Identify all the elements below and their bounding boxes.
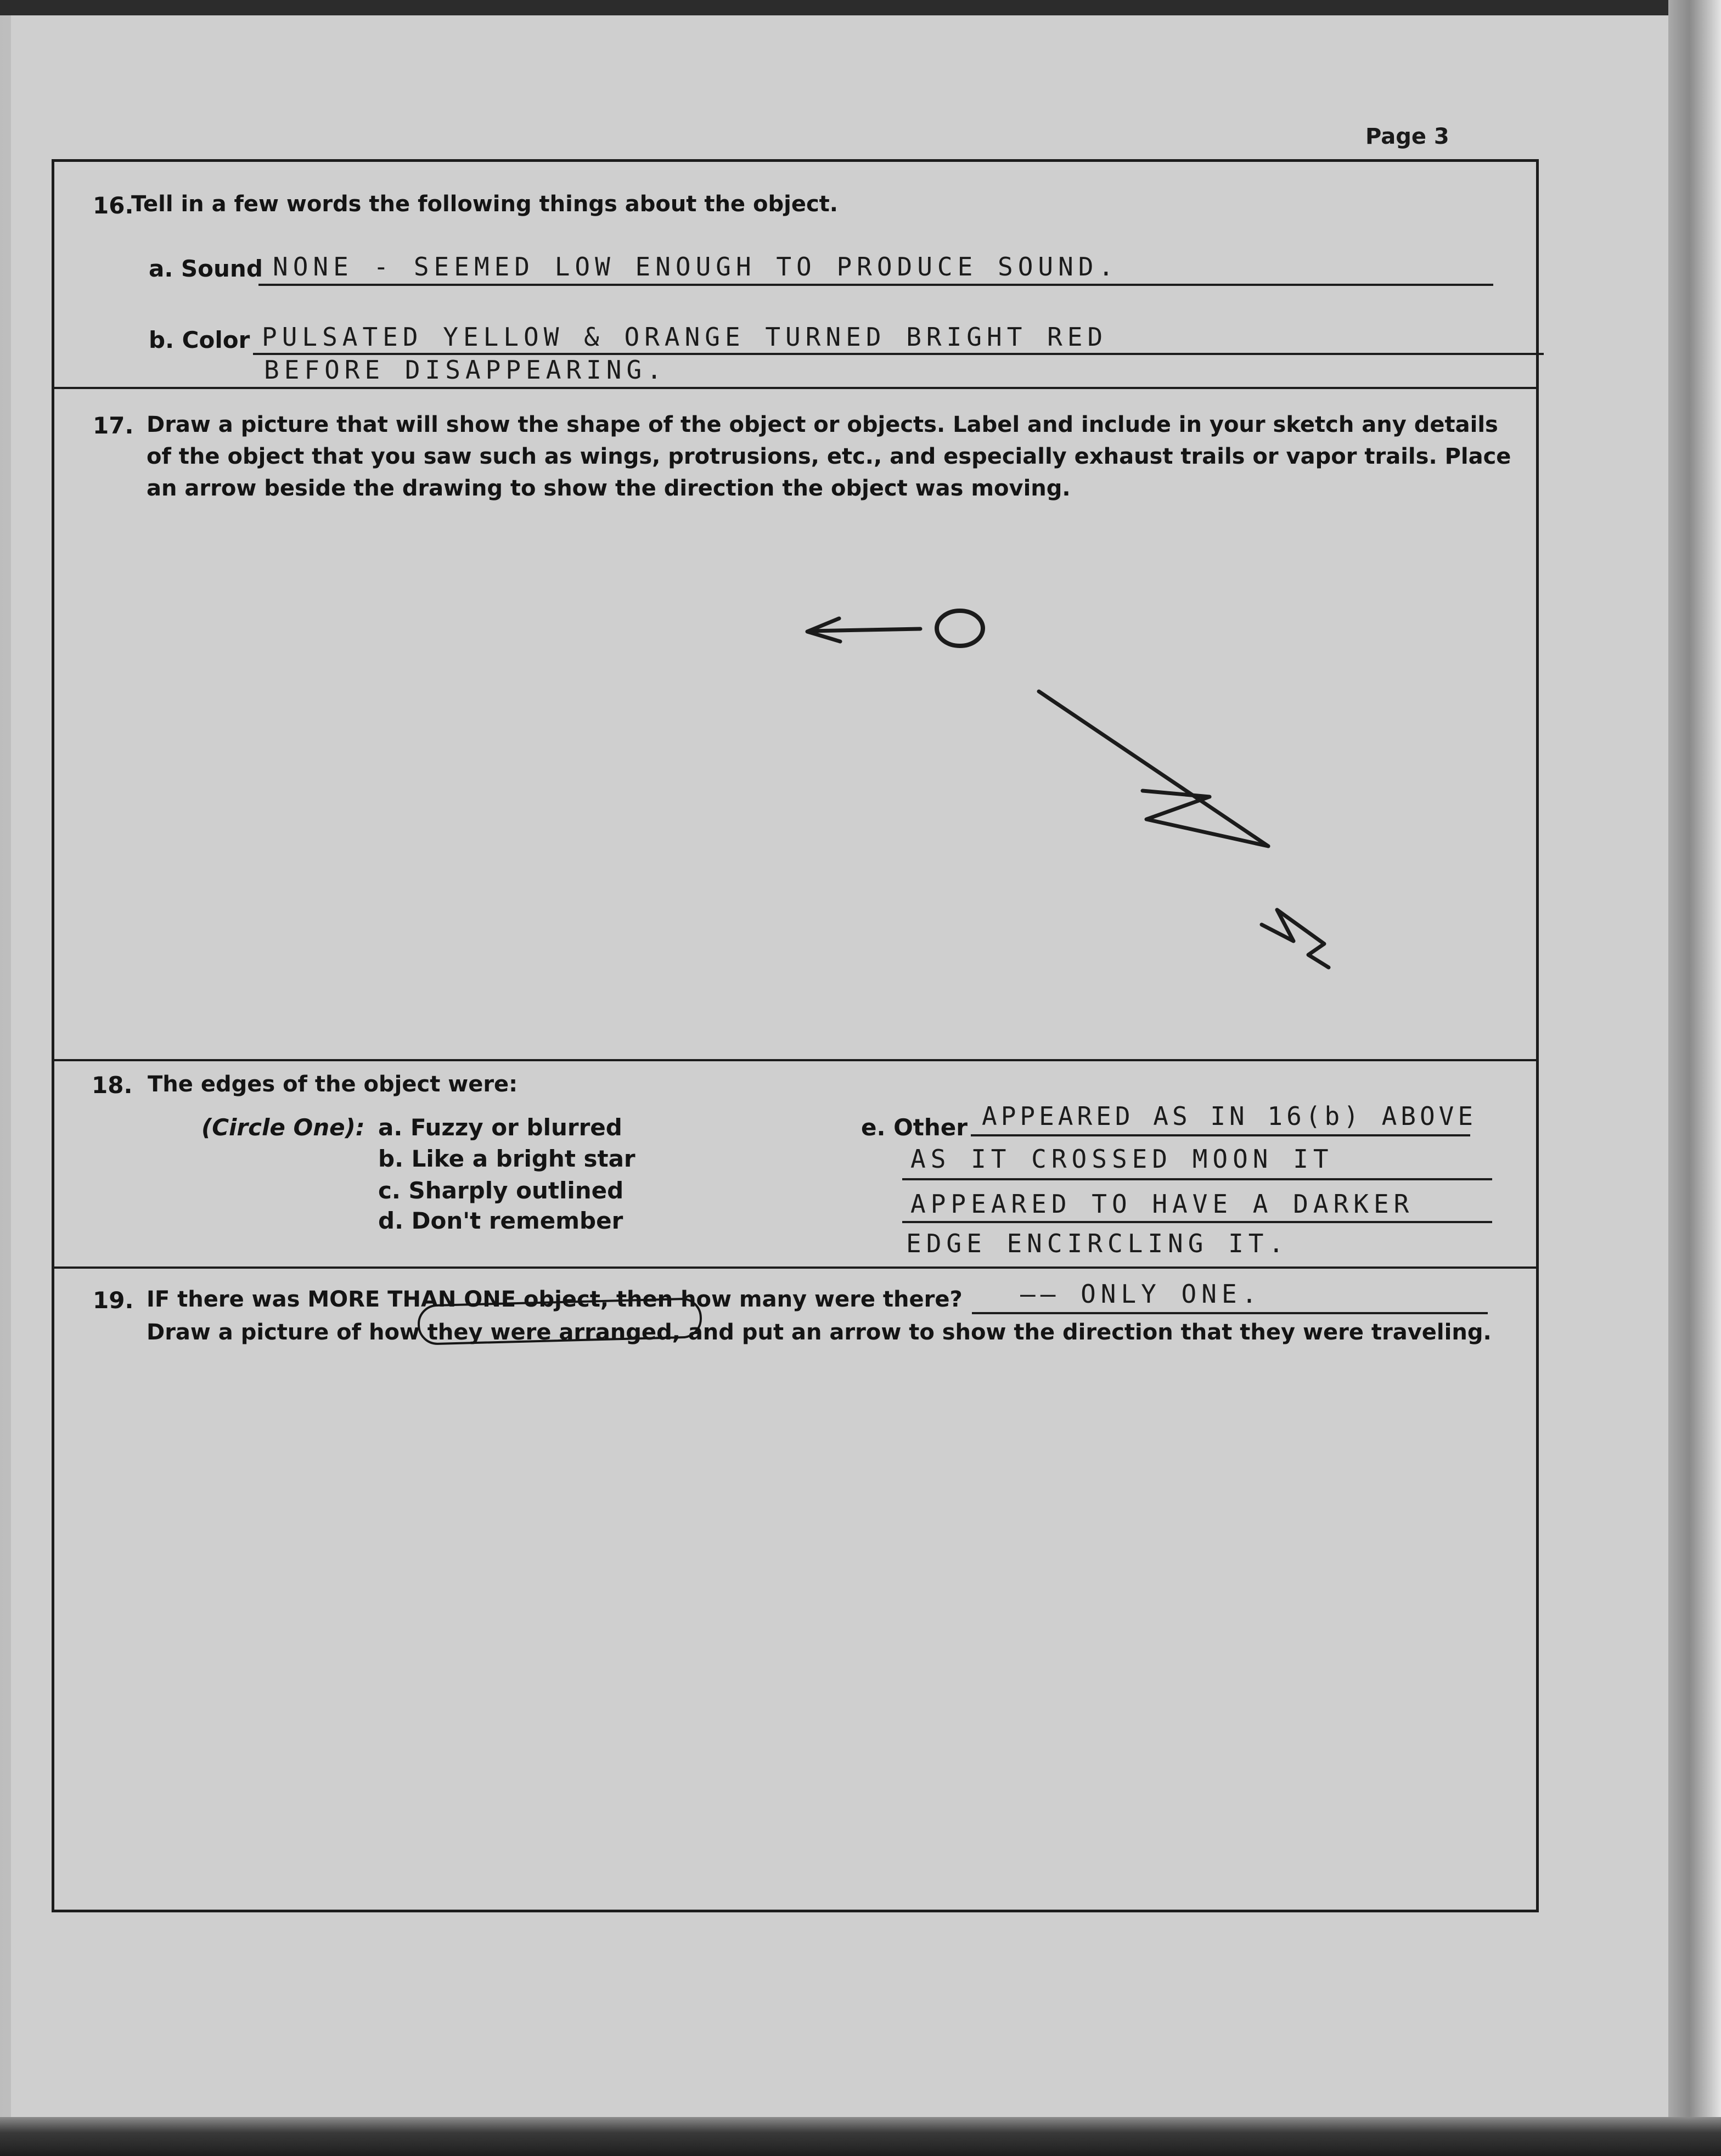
scan-bottom-edge — [0, 2117, 1721, 2156]
q17-direction-arrow — [807, 618, 920, 641]
form-box — [52, 159, 1539, 1912]
divider-17-18 — [54, 1059, 1536, 1061]
scan-top-edge — [0, 0, 1721, 15]
q17-prompt-line1: Draw a picture that will show the shape of the object or objects. Label and include in your sketch any details — [147, 412, 1498, 437]
q18-number: 18. — [92, 1072, 133, 1099]
q18-other-line2: AS IT CROSSED MOON IT — [910, 1144, 1334, 1174]
q18-other-underline2 — [902, 1178, 1492, 1180]
q18-option-d: d. Don't remember — [378, 1207, 623, 1234]
q18-option-a: a. Fuzzy or blurred — [378, 1114, 622, 1141]
q16-prompt: Tell in a few words the following things about the object. — [131, 192, 838, 217]
q17-prompt-line2: of the object that you saw such as wings, protrusions, etc., and especially exhaust trails or vapor trails. Place — [147, 444, 1511, 469]
q19-prompt-line2: Draw a picture of how they were arranged, and put an arrow to show the direction that they were traveling. — [147, 1320, 1492, 1345]
q19-answer: —— ONLY ONE. — [1020, 1279, 1262, 1309]
q18-option-c: c. Sharply outlined — [378, 1177, 624, 1204]
q18-other-line1: APPEARED AS IN 16(b) ABOVE — [982, 1101, 1477, 1131]
q18-other-line4: EDGE ENCIRCLING IT. — [906, 1229, 1289, 1258]
q17-sketch — [54, 162, 1536, 1040]
q17-north-arrow — [1039, 691, 1268, 846]
q17-north-label: N — [1333, 959, 1337, 965]
divider-18-19 — [54, 1266, 1536, 1269]
q17-object-circle — [937, 611, 983, 646]
q19-answer-underline — [972, 1312, 1488, 1314]
q16-sound-answer: NONE - SEEMED LOW ENOUGH TO PRODUCE SOUND. — [273, 252, 1119, 282]
q16-color-answer-line2: BEFORE DISAPPEARING. — [264, 355, 667, 385]
q16-number: 16. — [93, 192, 134, 219]
q17-north-label-drawing — [1262, 910, 1329, 967]
q16-color-answer-line1: PULSATED YELLOW & ORANGE TURNED BRIGHT RED — [262, 322, 1108, 352]
page-number: Page 3 — [1365, 124, 1449, 149]
q16-color-label: b. Color — [149, 327, 250, 353]
q18-other-underline1 — [971, 1134, 1470, 1136]
q17-number: 17. — [93, 412, 134, 439]
q18-other-underline3 — [902, 1221, 1492, 1223]
q16-sound-label: a. Sound — [149, 255, 263, 282]
q19-number: 19. — [93, 1287, 134, 1314]
q19-prompt-line1: IF there was MORE THAN ONE object, then how many were there? — [147, 1287, 963, 1312]
q18-option-b: b. Like a bright star — [378, 1145, 635, 1172]
q18-prompt: The edges of the object were: — [148, 1072, 518, 1097]
q18-instruction: (Circle One): — [201, 1114, 365, 1141]
q17-prompt-line3: an arrow beside the drawing to show the direction the object was moving. — [147, 476, 1071, 501]
q18-other-line3: APPEARED TO HAVE A DARKER — [910, 1189, 1414, 1219]
q18-other-label: e. Other — [861, 1114, 968, 1141]
scan-right-edge — [1668, 0, 1721, 2156]
